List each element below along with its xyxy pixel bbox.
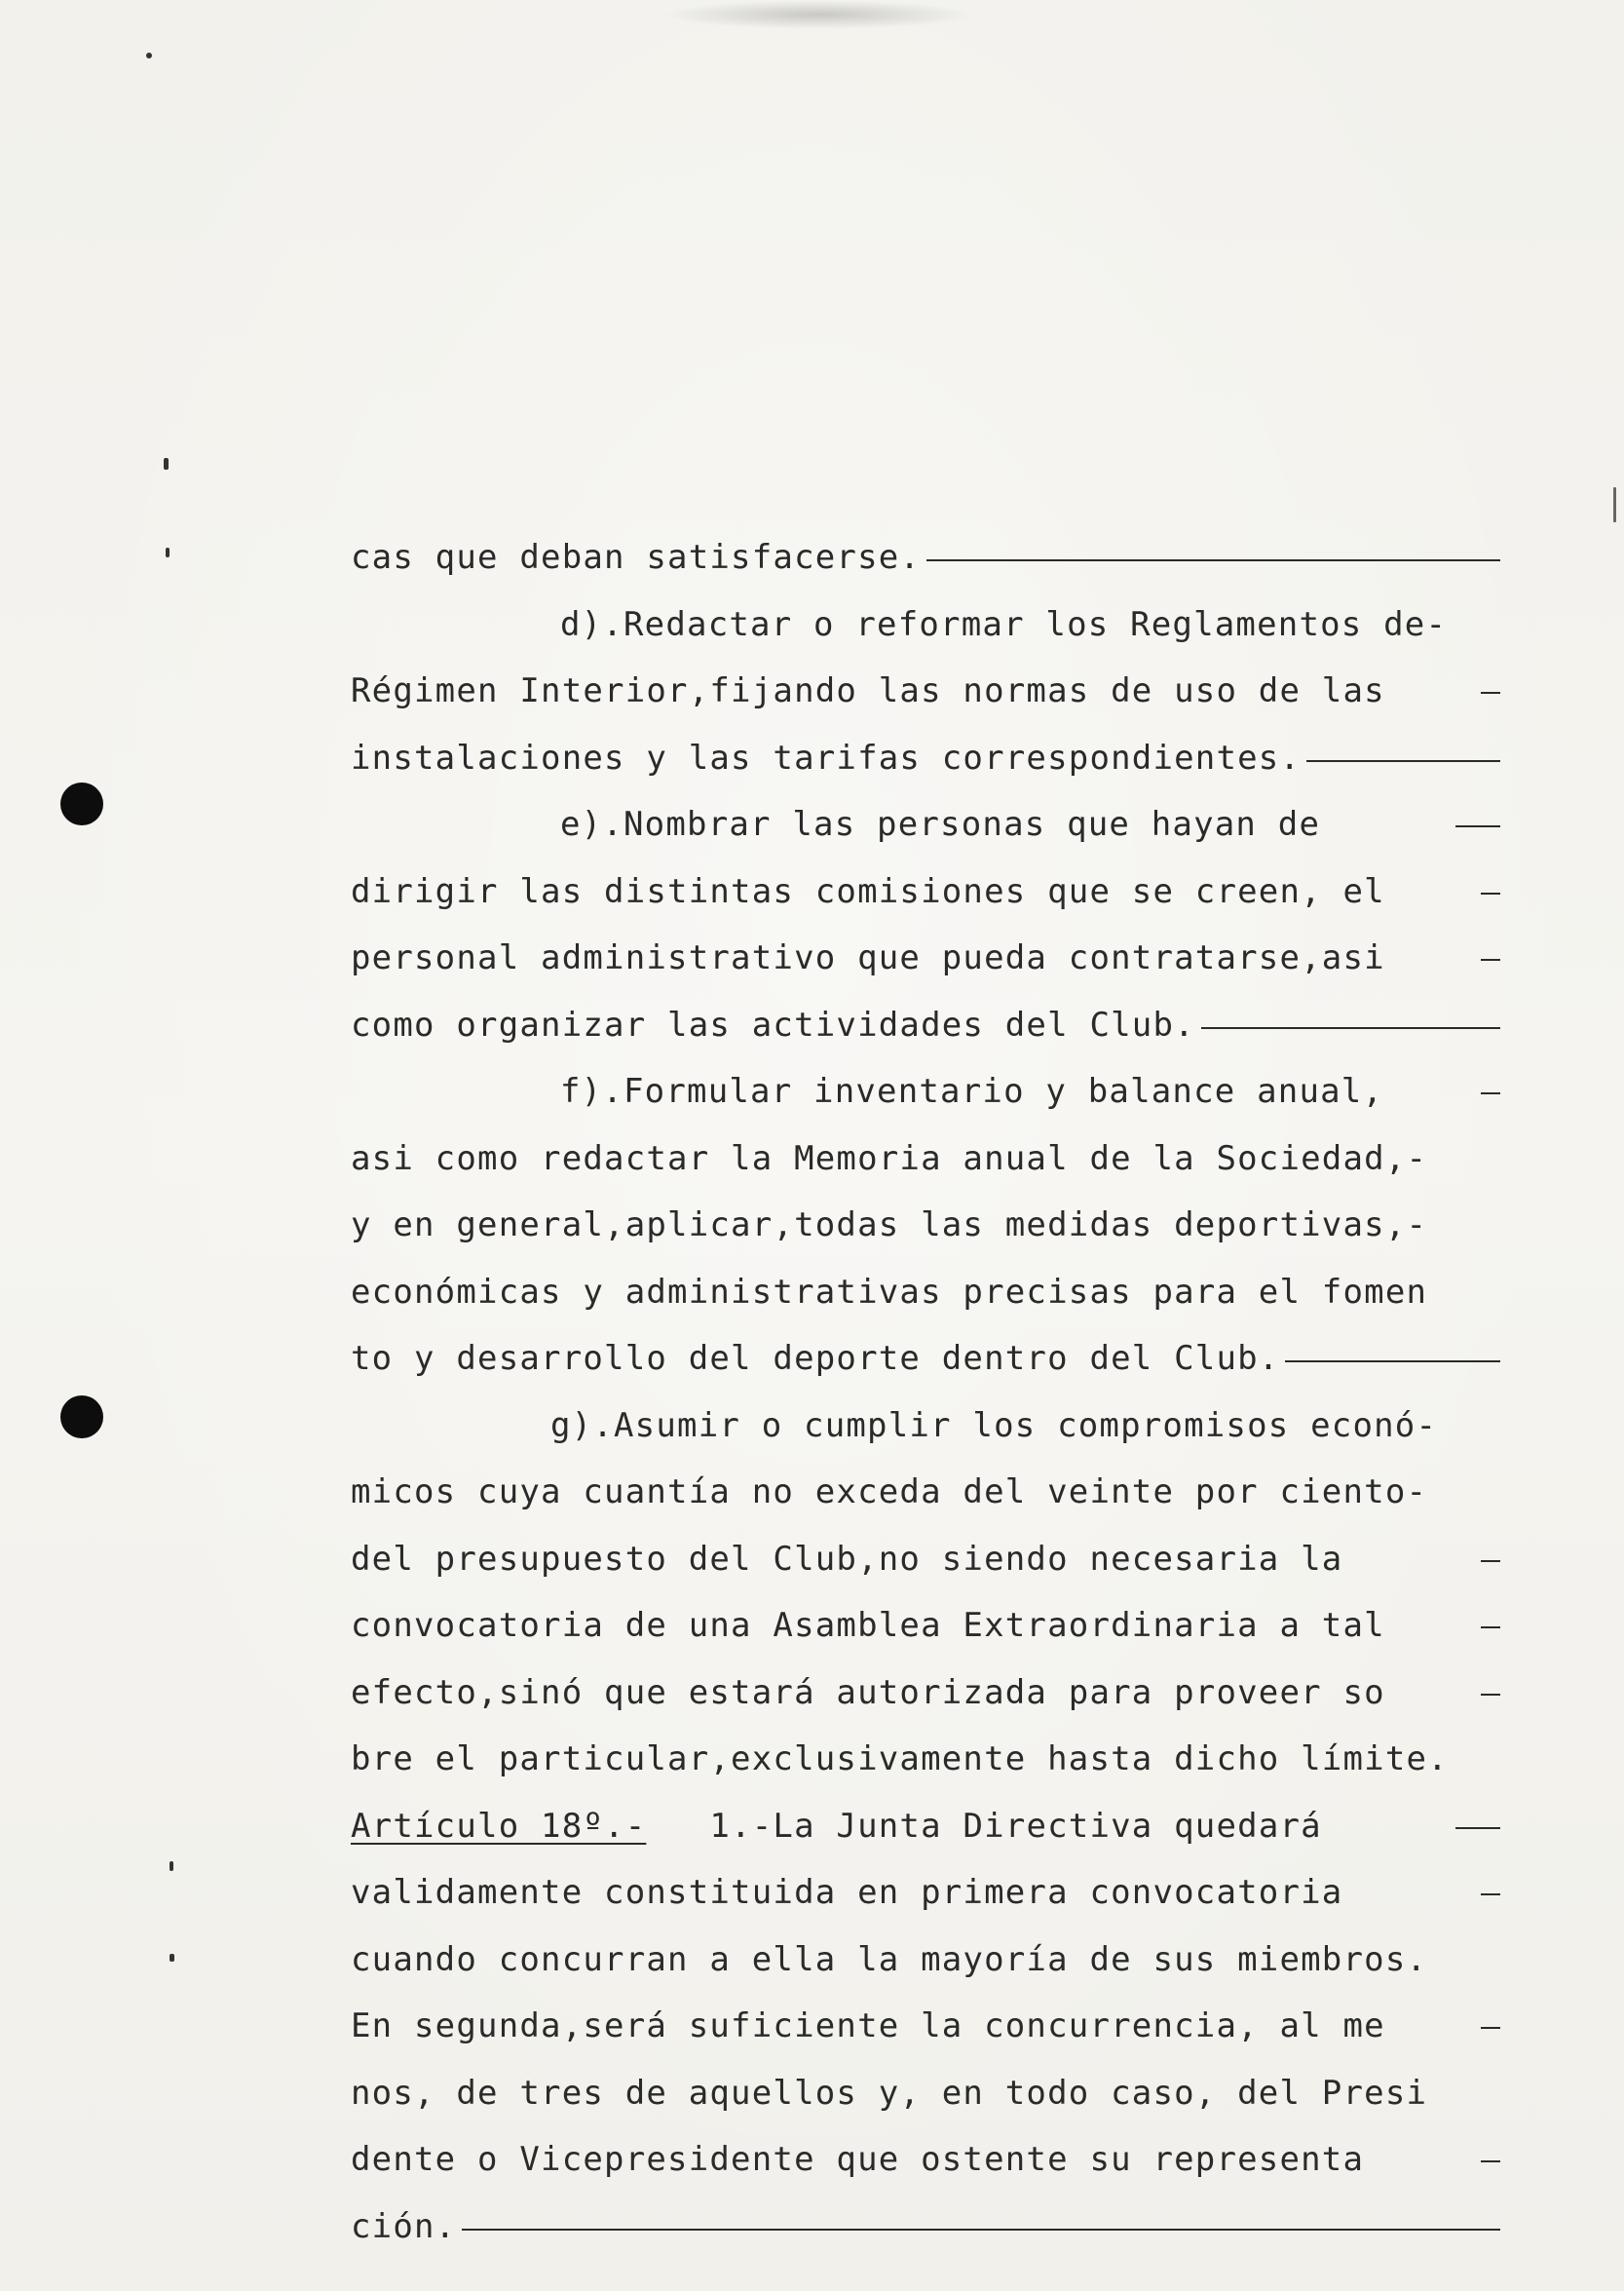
text-line: micos cuya cuantía no exceda del veinte por ciento-	[351, 1472, 1428, 1511]
text-line: económicas y administrativas precisas para el fomen	[351, 1272, 1428, 1312]
text-line: como organizar las actividades del Club.	[351, 992, 1500, 1059]
text-line: cuando concurran a ella la mayoría de sus miembros.	[351, 1939, 1428, 1979]
scan-speck	[146, 53, 152, 58]
text-line: asi como redactar la Memoria anual de la Sociedad,-	[351, 1138, 1428, 1178]
article-18-line: Artículo 18º.- 1.-La Junta Directiva quedará	[351, 1793, 1500, 1860]
text-line: cas que deban satisfacerse.	[351, 524, 1500, 592]
punch-hole-bottom	[60, 1395, 103, 1438]
article-heading: Artículo 18º.-	[351, 1806, 647, 1846]
text-line: y en general,aplicar,todas las medidas deportivas,-	[351, 1205, 1428, 1244]
paragraph-g-first-line: g).Asumir o cumplir los compromisos econó-	[550, 1405, 1438, 1445]
page-edge-mark	[1613, 487, 1616, 522]
text-line: validamente constituida en primera convocatoria	[351, 1859, 1500, 1927]
text-line: del presupuesto del Club,no siendo necesaria la	[351, 1526, 1500, 1593]
text-line: dente o Vicepresidente que ostente su representa	[351, 2126, 1500, 2194]
scan-smudge	[662, 0, 974, 29]
text-line: dirigir las distintas comisiones que se creen, el	[351, 859, 1500, 926]
typed-text-body	[351, 524, 1500, 2260]
text-line: bre el particular,exclusivamente hasta dicho límite.	[351, 1739, 1449, 1778]
scan-speck	[166, 548, 170, 557]
text-line: instalaciones y las tarifas correspondientes.	[351, 725, 1500, 792]
paragraph-e-first-line: e).Nombrar las personas que hayan de	[351, 791, 1500, 859]
paragraph-d-first-line: d).Redactar o reformar los Reglamentos de-	[560, 604, 1448, 644]
text-line: to y desarrollo del deporte dentro del Club.	[351, 1325, 1500, 1393]
text-line: Régimen Interior,fijando las normas de uso de las	[351, 658, 1500, 725]
scan-speck	[164, 458, 169, 470]
text-line: efecto,sinó que estará autorizada para proveer so	[351, 1660, 1500, 1727]
punch-hole-top	[60, 783, 103, 825]
scan-speck	[170, 1954, 174, 1962]
text-line: personal administrativo que pueda contratarse,asi	[351, 925, 1500, 992]
text-line: En segunda,será suficiente la concurrencia, al me	[351, 1993, 1500, 2060]
text-line: nos, de tres de aquellos y, en todo caso, del Presi	[351, 2073, 1428, 2113]
text-line: ción.	[351, 2194, 1500, 2261]
paragraph-f-first-line: f).Formular inventario y balance anual,	[351, 1058, 1500, 1126]
scan-speck	[170, 1861, 173, 1871]
text-line: convocatoria de una Asamblea Extraordinaria a tal	[351, 1592, 1500, 1660]
